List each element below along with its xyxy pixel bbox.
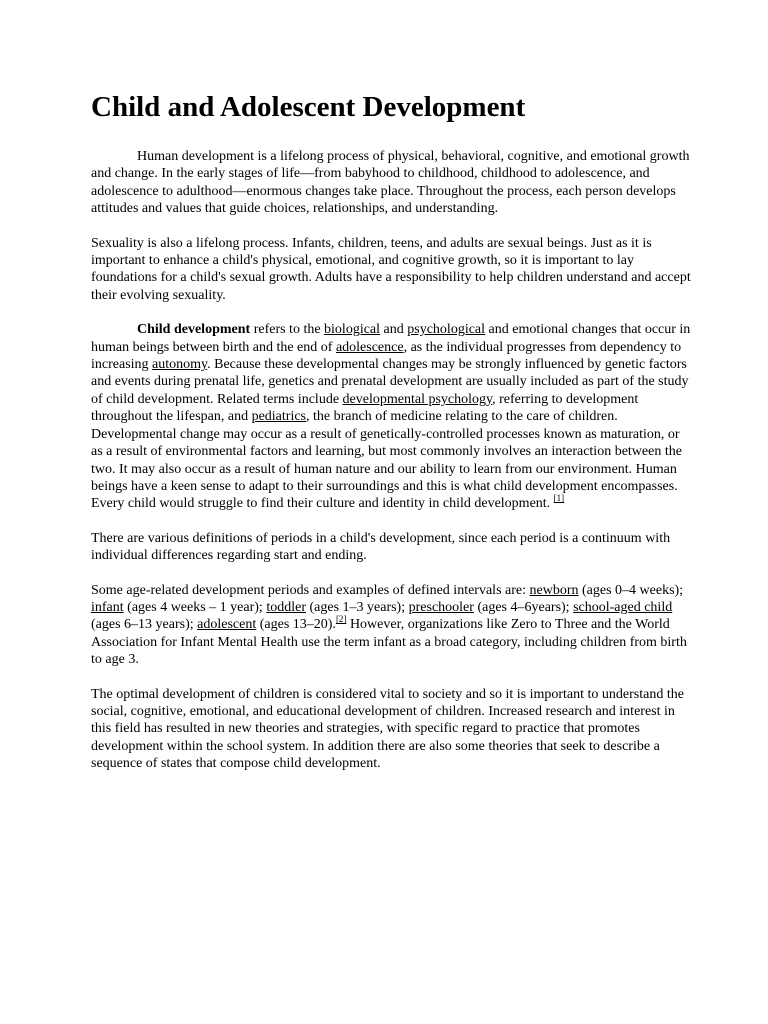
link-pediatrics[interactable]: pediatrics xyxy=(251,409,306,425)
link-developmental-psychology[interactable]: developmental psychology xyxy=(342,391,493,407)
text-span: (ages 13–20). xyxy=(256,617,336,633)
link-infant[interactable]: infant xyxy=(91,599,124,615)
text-span: , as the individual progresses from dependency to increasing xyxy=(91,339,682,373)
text-span: , referring to development throughout the lifespan, and xyxy=(91,391,639,425)
link-biological[interactable]: biological xyxy=(324,322,381,338)
text-span: , the branch of medicine relating to the care of children. Developmental change may occur as a result of genetically-controlled processes known as maturation, or as a result of environmental factors and learning, but most commonly involves an interaction between the two. It may also occur as a result of human nature and our ability to learn from our environment. Human beings have a keen sense to adapt to their surroundings and this is what child development encompasses. Every child would struggle to find their culture and identity in child development. xyxy=(91,409,682,512)
link-newborn[interactable]: newborn xyxy=(529,582,579,598)
text-span: . Because these developmental changes may be strongly influenced by genetic factors and events during prenatal life, genetics and prenatal development are usually included as part of the study of child development. Related terms include xyxy=(91,357,689,407)
text-span: Some age-related development periods and examples of defined intervals are: xyxy=(91,582,530,598)
text-span: However, organizations like Zero to Three and the World Association for Infant Mental Health use the term infant as a broad category, including children from birth to age 3. xyxy=(91,617,687,668)
term-child-development: Child development xyxy=(137,322,251,338)
link-adolescence[interactable]: adolescence xyxy=(335,339,404,355)
link-adolescent[interactable]: adolescent xyxy=(197,617,257,633)
paragraph-optimal-development: The optimal development of children is considered vital to society and so it is important to understand the social, cognitive, emotional, and educational development of children. Increased research and interest in this field has resulted in new theories and strategies, with specific regard to practice that promotes development within the school system. In addition there are also some theories that seek to describe a sequence of states that compose child development. xyxy=(91,686,684,772)
text-span: (ages 4 weeks – 1 year); xyxy=(123,599,267,615)
text-span: (ages 1–3 years); xyxy=(305,599,409,615)
paragraph-child-development xyxy=(91,321,691,512)
paragraph-periods: There are various definitions of periods in a child's development, since each period is a continuum with individual differences regarding start and ending. xyxy=(91,530,671,564)
text-span: refers to the xyxy=(250,322,325,338)
link-autonomy[interactable]: autonomy xyxy=(152,357,208,373)
document-title: Child and Adolescent Development xyxy=(91,91,526,123)
text-span: (ages 4–6years); xyxy=(473,599,574,615)
link-preschooler[interactable]: preschooler xyxy=(408,599,474,615)
reference-1-link[interactable]: [1] xyxy=(553,493,565,504)
reference-2-link[interactable]: [2] xyxy=(335,614,347,625)
document-page xyxy=(91,88,691,790)
link-school-aged-child[interactable]: school-aged child xyxy=(573,599,673,615)
text-span: (ages 6–13 years); xyxy=(91,617,198,633)
paragraph-age-periods xyxy=(91,582,691,669)
paragraph-sexuality: Sexuality is also a lifelong process. Infants, children, teens, and adults are sexual beings. Just as it is important to enhance a child's physical, emotional, and cognitive growth, so it is important to lay foundations for a child's sexual growth. Adults have a responsibility to help children understand and accept their evolving sexuality. xyxy=(91,235,691,303)
text-span: (ages 0–4 weeks); xyxy=(578,582,684,598)
link-toddler[interactable]: toddler xyxy=(266,599,306,615)
paragraph-human-development: Human development is a lifelong process of physical, behavioral, cognitive, and emotional growth and change. In the early stages of life—from babyhood to childhood, childhood to adolescence, and adolescence to adulthood—enormous changes take place. Throughout the process, each person develops attitudes and values that guide choices, relationships, and understanding. xyxy=(91,149,690,217)
text-span: and xyxy=(380,322,408,338)
link-psychological[interactable]: psychological xyxy=(407,322,486,338)
text-span: and emotional changes that occur in human beings between birth and the end of xyxy=(91,322,691,355)
